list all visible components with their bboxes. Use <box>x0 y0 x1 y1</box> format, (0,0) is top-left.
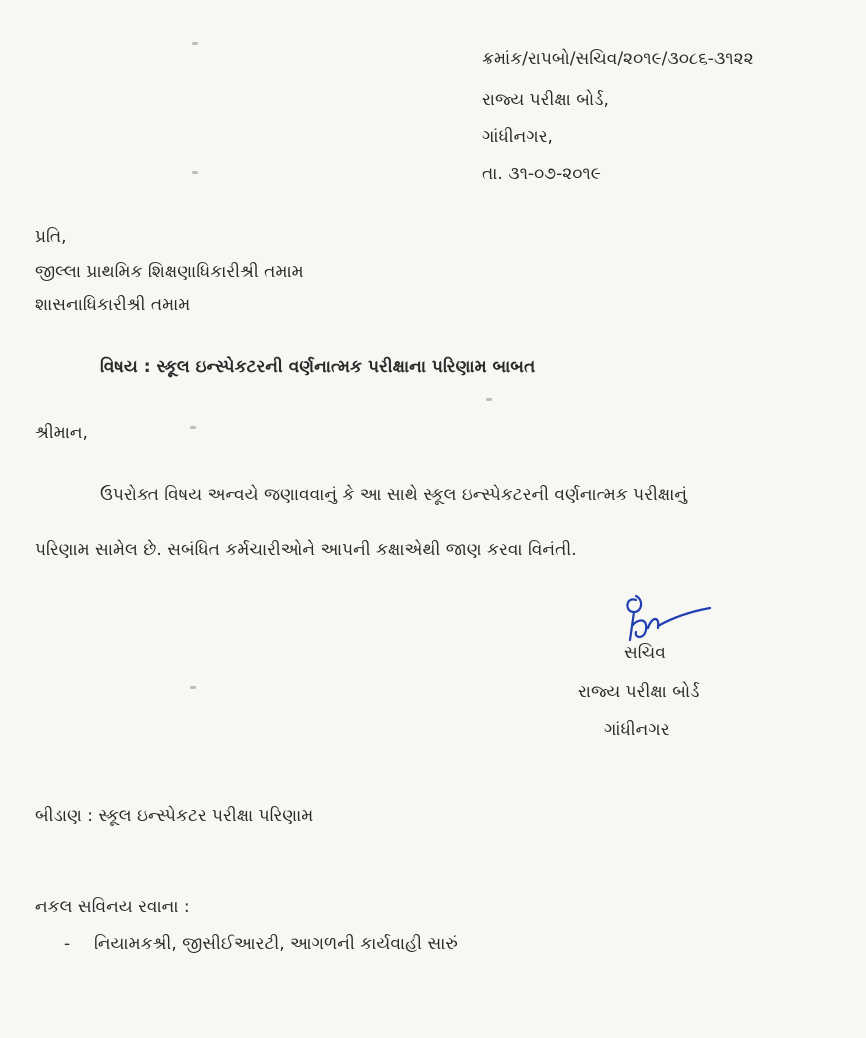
scan-speck <box>192 171 198 174</box>
letter-date: તા. ૩૧-૦૭-૨૦૧૯ <box>482 164 601 184</box>
recipient-line-2: શાસનાધિકારીશ્રી તમામ <box>35 295 191 315</box>
signatory-city: ગાંધીનગર <box>604 720 670 740</box>
recipient-to: પ્રતિ, <box>35 227 67 247</box>
scan-speck <box>486 398 492 401</box>
signatory-office: રાજ્ય પરીક્ષા બોર્ડ <box>578 682 700 702</box>
handwritten-signature <box>618 588 718 650</box>
copy-heading: નકલ સવિનય રવાના : <box>35 897 190 917</box>
salutation: શ્રીમાન, <box>35 423 88 443</box>
body-line-1: ઉપરોક્ત વિષય અન્વયે જણાવવાનું કે આ સાથે સ્કૂલ ઇન્સ્પેકટરની વર્ણનાત્મક પરીક્ષાનું <box>100 485 688 505</box>
copy-item: નિયામકશ્રી, જીસીઈઆરટી, આગળની કાર્યવાહી સારું <box>94 934 458 954</box>
office-city: ગાંધીનગર, <box>482 127 553 147</box>
enclosure-line: બીડાણ : સ્કૂલ ઇન્સ્પેકટર પરીક્ષા પરિણામ <box>35 806 314 826</box>
scan-speck <box>190 426 196 429</box>
scan-speck <box>192 42 198 45</box>
subject-line: વિષય : સ્કૂલ ઇન્સ્પેકટરની વર્ણનાત્મક પરીક્ષાના પરિણામ બાબત <box>100 357 536 377</box>
reference-number: ક્રમાંક/રાપબો/સચિવ/૨૦૧૯/૩૦૮૬-૩૧૨૨ <box>482 49 754 69</box>
copy-bullet: - <box>64 934 71 954</box>
body-line-2: પરિણામ સામેલ છે. સબંધિત કર્મચારીઓને આપની કક્ષાએથી જાણ કરવા વિનંતી. <box>35 540 577 560</box>
recipient-line-1: જીલ્લા પ્રાથમિક શિક્ષણાધિકારીશ્રી તમામ <box>35 262 304 282</box>
scan-speck <box>190 686 196 689</box>
office-name: રાજ્ય પરીક્ષા બોર્ડ, <box>482 90 609 110</box>
signatory-designation: સચિવ <box>624 643 666 663</box>
